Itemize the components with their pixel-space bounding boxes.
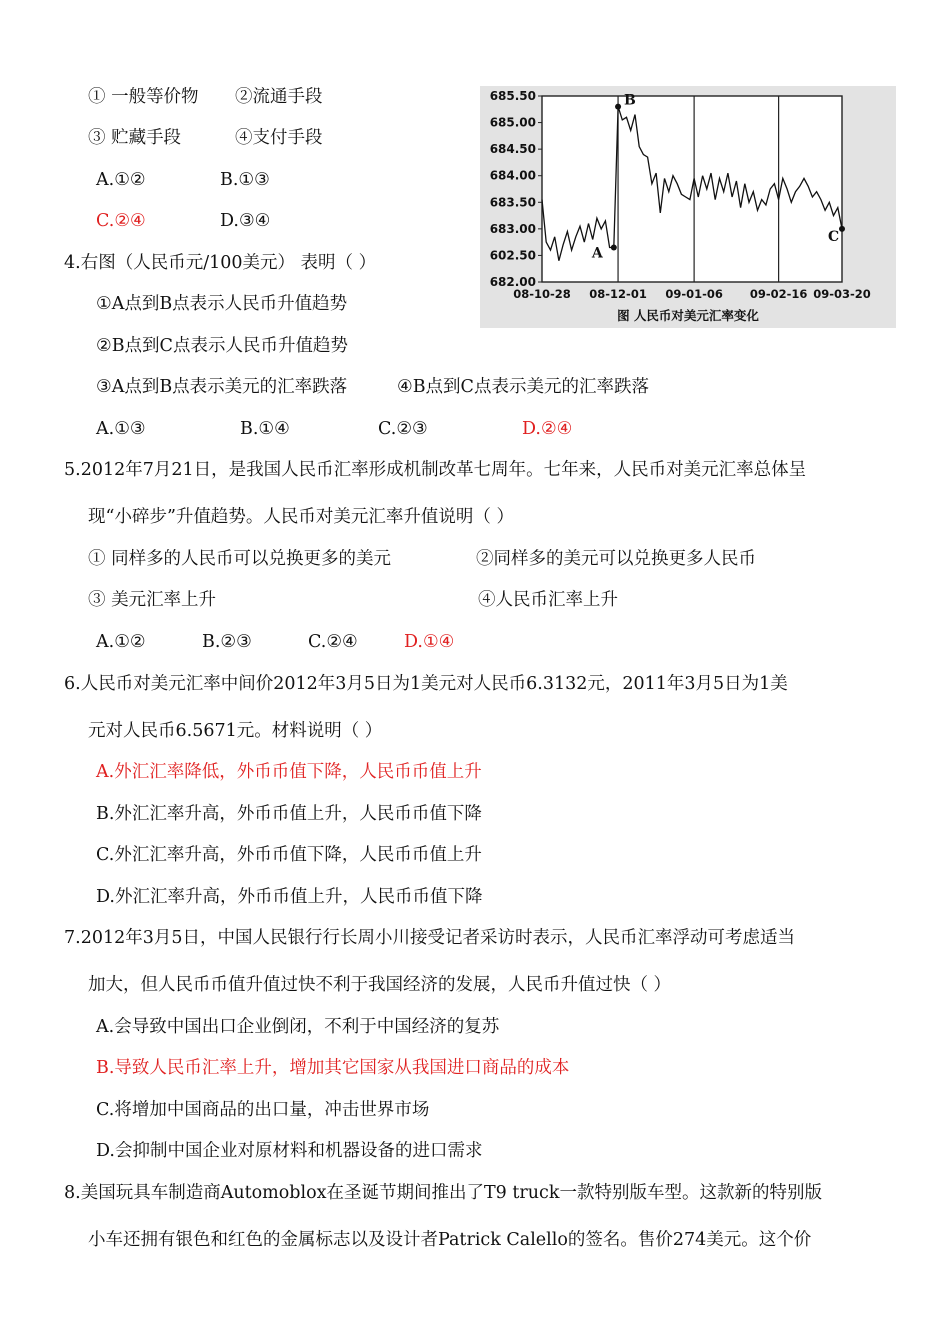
q5-stem-line-1: 5.2012年7月21日，是我国人民币汇率形成机制改革七周年。七年来，人民币对美元汇率总体呈 [64,460,807,480]
q4-choice-c: C.②③ [378,419,428,439]
q5-statement-4: ④人民币汇率上升 [478,590,618,610]
q3-choice-d: D.③④ [220,211,271,231]
q5-statement-3: ③ 美元汇率上升 [88,590,217,610]
y-tick-label: 683.50 [489,195,536,210]
point-b-marker [615,104,621,110]
y-tick-label: 685.00 [489,115,536,130]
q5-choice-c: C.②④ [308,632,358,652]
x-tick-label: 08-10-28 [513,287,571,301]
q4-choice-a: A.①③ [96,419,146,439]
q3-option-2: ②流通手段 [235,87,323,107]
q6-choice-a: A.外汇汇率降低，外币币值下降，人民币币值上升 [96,762,482,782]
q4-statement-3: ③A点到B点表示美元的汇率跌落 [96,377,348,397]
q4-statement-1: ①A点到B点表示人民币升值趋势 [96,294,348,314]
q4-stem: 4.右图（人民币元/100美元） 表明（ ） [64,253,377,273]
q7-choice-b: B.导致人民币汇率上升，增加其它国家从我国进口商品的成本 [96,1058,570,1078]
y-tick-label: 685.50 [489,89,536,103]
q7-choice-d: D.会抑制中国企业对原材料和机器设备的进口需求 [96,1141,483,1161]
q8-stem-line-2: 小车还拥有银色和红色的金属标志以及设计者Patrick Calello的签名。售价274美元。这个价 [88,1230,812,1250]
x-tick-label: 09-01-06 [665,287,723,301]
q5-statement-1: ① 同样多的人民币可以兑换更多的美元 [88,549,392,569]
q7-choice-a: A.会导致中国出口企业倒闭，不利于中国经济的复苏 [96,1017,500,1037]
q3-choice-c: C.②④ [96,211,146,231]
q4-statement-4: ④B点到C点表示美元的汇率跌落 [397,377,649,397]
y-tick-label: 684.50 [489,142,536,157]
x-tick-label: 08-12-01 [589,287,647,301]
q5-choice-d: D.①④ [404,632,455,652]
x-tick-label: 09-03-20 [813,287,871,301]
q4-choice-d: D.②④ [522,419,573,439]
chart-caption: 图 人民币对美元汇率变化 [617,308,759,323]
q4-choice-b: B.①④ [240,419,290,439]
q3-choice-a: A.①② [96,170,146,190]
q3-option-1: ① 一般等价物 [88,87,199,107]
q7-choice-c: C.将增加中国商品的出口量，冲击世界市场 [96,1100,430,1120]
y-tick-label: 684.00 [489,168,536,183]
point-a-label: A [591,245,603,262]
q7-stem-line-1: 7.2012年3月5日，中国人民银行行长周小川接受记者采访时表示，人民币汇率浮动可考虑适当 [64,928,795,948]
point-a-marker [611,244,617,250]
q5-statement-2: ②同样多的美元可以兑换更多人民币 [476,549,756,569]
q6-choice-d: D.外汇汇率升高，外币币值上升，人民币币值下降 [96,887,483,907]
q6-choice-c: C.外汇汇率升高，外币币值下降，人民币币值上升 [96,845,482,865]
y-tick-label: 683.00 [489,221,536,236]
point-c-marker [839,226,845,232]
q3-option-4: ④支付手段 [235,128,323,148]
q8-stem-line-1: 8.美国玩具车制造商Automoblox在圣诞节期间推出了T9 truck一款特别版车型。这款新的特别版 [64,1183,822,1203]
exchange-rate-chart [480,86,896,328]
point-b-label: B [624,92,636,109]
y-tick-label: 682.00 [489,275,536,289]
point-c-label: C [828,228,840,245]
q3-option-3: ③ 贮藏手段 [88,128,182,148]
q5-choice-b: B.②③ [202,632,252,652]
q7-stem-line-2: 加大，但人民币币值升值过快不利于我国经济的发展，人民币升值过快（ ） [88,975,672,995]
q4-statement-2: ②B点到C点表示人民币升值趋势 [96,336,348,356]
q6-stem-line-1: 6.人民币对美元汇率中间价2012年3月5日为1美元对人民币6.3132元，2011年3月5日为1美 [64,674,788,694]
q5-choice-a: A.①② [96,632,146,652]
q3-choice-b: B.①③ [220,170,270,190]
x-tick-label: 09-02-16 [749,287,808,301]
y-tick-label: 602.50 [489,248,536,263]
exchange-rate-chart-svg [480,86,896,328]
q6-choice-b: B.外汇汇率升高，外币币值上升，人民币币值下降 [96,804,482,824]
q6-stem-line-2: 元对人民币6.5671元。材料说明（ ） [88,721,383,741]
q5-stem-line-2: 现“小碎步”升值趋势。人民币对美元汇率升值说明（ ） [88,507,514,527]
